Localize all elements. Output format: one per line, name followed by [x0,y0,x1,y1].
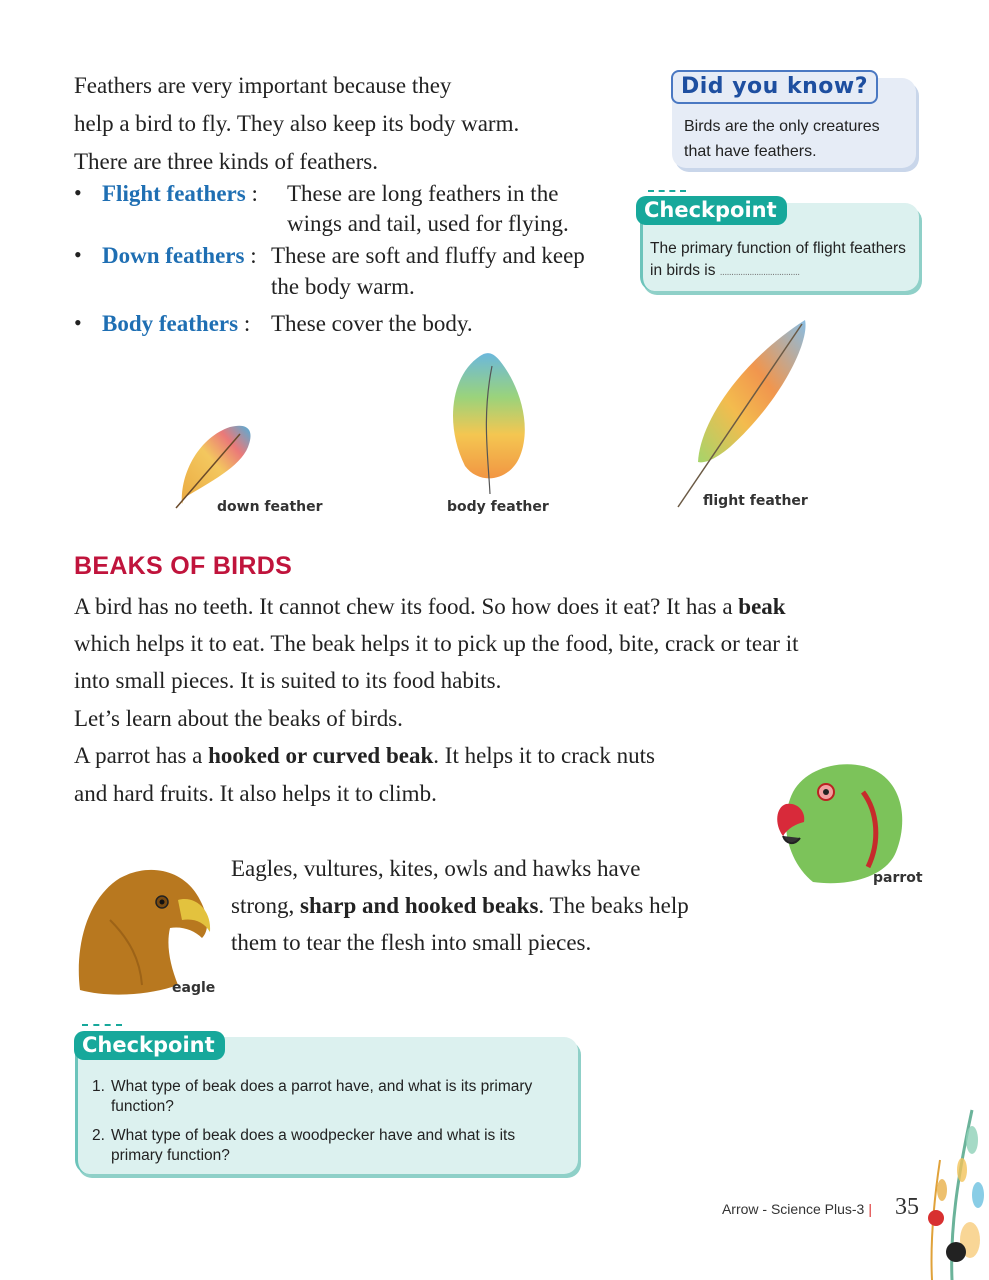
beaks-paragraph-line-3: into small pieces. It is suited to its food habits. [74,668,502,693]
down-feather-image [170,412,260,512]
eagle-paragraph-line-3: them to tear the flesh into small pieces. [231,930,592,955]
beaks-paragraph-line-2: which helps it to eat. The beak helps it to pick up the food, bite, crack or tear it [74,631,799,656]
feather-type-flight: Flight feathers : [102,181,258,206]
feather-type-list [74,178,634,348]
eagle-caption: eagle [172,980,216,996]
section-heading: BEAKS OF BIRDS [74,552,293,580]
eagle-image [70,860,215,1000]
checkpoint-decor-line [648,190,686,192]
feather-type-body-desc: These cover the body. [271,311,473,336]
intro-line-3: There are three kinds of feathers. [74,149,378,174]
checkpoint-title-1: Checkpoint [636,196,787,225]
checkpoint-2-question-2: 2. What type of beak does a woodpecker have and what is its primary function? [92,1127,516,1164]
checkpoint-2-question-1: 1. What type of beak does a parrot have, and what is its primary function? [92,1078,533,1115]
feather-type-down-desc-2: the body warm. [271,274,415,299]
flight-feather-image [670,312,820,512]
feather-type-down: Down feathers : [102,243,257,268]
beaks-paragraph-line-1: A bird has no teeth. It cannot chew its food. So how does it eat? It has a beak [74,594,786,619]
bullet-dot: • [74,310,82,335]
flight-feather-caption: flight feather [703,493,808,509]
did-you-know-title: Did you know? [671,70,878,104]
parrot-caption: parrot [873,870,923,886]
intro-line-1: Feathers are very important because they [74,73,452,98]
down-feather-caption: down feather [217,499,323,515]
beaks-paragraph-line-4: Let’s learn about the beaks of birds. [74,706,403,731]
checkpoint-title-2: Checkpoint [74,1031,225,1060]
parrot-paragraph-line-2: and hard fruits. It also helps it to climb. [74,781,437,806]
feather-type-flight-desc-2: wings and tail, used for flying. [287,211,569,236]
feather-type-flight-desc-1: These are long feathers in the [287,181,559,206]
body-feather-image [440,346,540,496]
bullet-dot: • [74,242,82,267]
body-feather-caption: body feather [447,499,549,515]
page-number: 35 [895,1194,919,1220]
checkpoint-1-text: The primary function of flight feathers in birds is ................................... [650,240,906,279]
footer-book-title: Arrow - Science Plus-3 | [721,1201,872,1217]
plant-decoration-image [912,1100,989,1280]
answer-blank[interactable]: ................................... [719,267,800,278]
checkpoint-decor-line [82,1024,122,1026]
feather-type-body: Body feathers : [102,311,251,336]
bullet-dot: • [74,180,82,205]
did-you-know-text: Birds are the only creatures that have feathers. [684,118,880,160]
eagle-paragraph-line-1: Eagles, vultures, kites, owls and hawks have [231,856,641,881]
intro-line-2: help a bird to fly. They also keep its body warm. [74,111,520,136]
feather-type-down-desc-1: These are soft and fluffy and keep [271,243,585,268]
parrot-paragraph-line-1: A parrot has a hooked or curved beak. It helps it to crack nuts [74,743,655,768]
eagle-paragraph-line-2: strong, sharp and hooked beaks. The beaks help [231,893,689,918]
